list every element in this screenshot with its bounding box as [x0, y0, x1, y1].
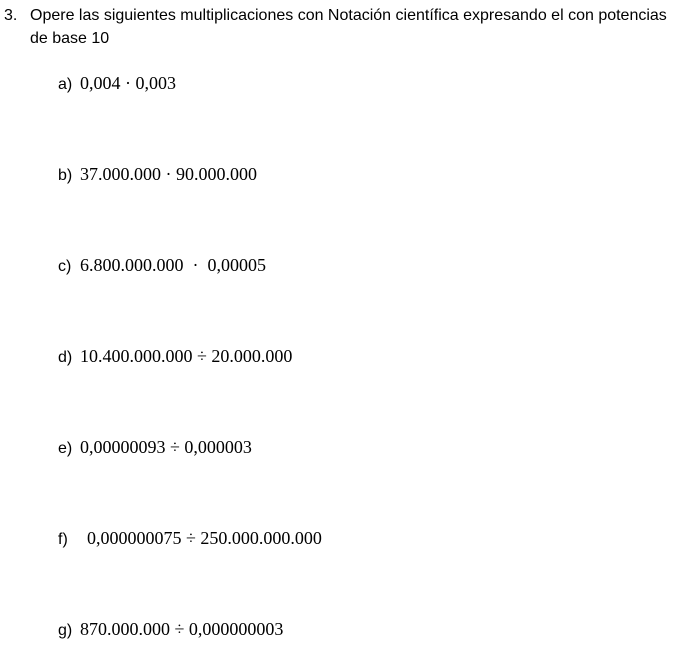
- exercise-item-g: [58, 617, 283, 641]
- exercise-item-a: [58, 71, 176, 95]
- item-label: d): [58, 349, 73, 366]
- item-label: f): [58, 531, 68, 548]
- item-label: c): [58, 258, 72, 275]
- exercise-item-b: [58, 162, 257, 186]
- item-label: e): [58, 440, 73, 457]
- exercise-item-e: [58, 435, 252, 459]
- item-expression: 6.800.000.000 · 0,00005: [80, 255, 266, 275]
- item-expression: 0,00000093 ÷ 0,000003: [80, 437, 252, 457]
- item-expression: 37.000.000 · 90.000.000: [80, 164, 257, 184]
- exercise-item-f: [58, 526, 322, 550]
- item-expression: 870.000.000 ÷ 0,000000003: [80, 619, 284, 639]
- item-label: b): [58, 167, 73, 184]
- question-text: Opere las siguientes multiplicaciones con Notación científica expresando el con potencias de base 10: [30, 7, 667, 47]
- exercise-item-c: [58, 253, 266, 277]
- item-expression: 0,004 · 0,003: [80, 73, 176, 93]
- question-number: 3.: [4, 7, 18, 24]
- item-expression: 0,000000075 ÷ 250.000.000.000: [87, 528, 322, 548]
- item-expression: 10.400.000.000 ÷ 20.000.000: [80, 346, 293, 366]
- exercise-item-d: [58, 344, 292, 368]
- item-label: g): [58, 622, 73, 639]
- item-label: a): [58, 76, 73, 93]
